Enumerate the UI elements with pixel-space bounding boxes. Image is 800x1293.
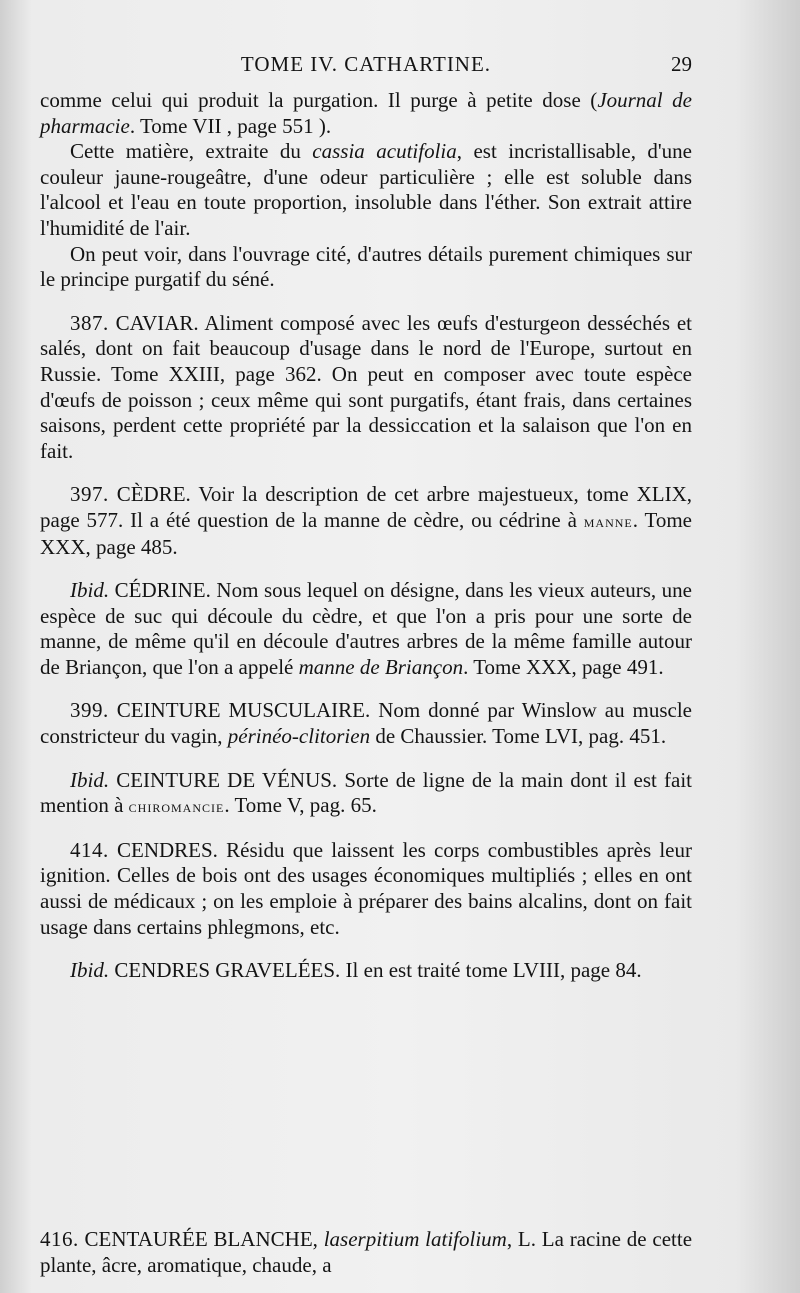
paragraph-purgation — [40, 88, 692, 139]
entry-text: Nom donné par Winslow au muscle constricteur du vagin, — [40, 698, 693, 749]
entry-text: de Chaussier. Tome LVI, pag. 451. — [370, 724, 667, 749]
italic-term: périnéo-clitorien — [227, 724, 371, 749]
entry-cedrine — [40, 578, 692, 680]
entry-text: . Tome XXX, page 485. — [40, 507, 692, 559]
entry-heading: CEINTURE MUSCULAIRE. — [116, 698, 371, 723]
italic-term: manne de Briançon — [298, 654, 464, 679]
entry-text: , L. La racine de cette plante, âcre, aromatique, chaude, a — [40, 1227, 693, 1277]
entry-heading: CENTAURÉE BLANCHE, — [84, 1227, 318, 1251]
entry-heading: CENDRES GRAVELÉES. — [109, 958, 341, 983]
paragraph-text: , est incristallisable, d'une couleur jaune-rougeâtre, d'une odeur particulière ; elle est soluble dans l'alcool et l'eau en toute proportion, insoluble dans l'éther. Son extrait attire l'humidité de l'air. — [40, 139, 692, 240]
page-number: 29 — [671, 52, 692, 76]
entry-text: Résidu que laissent les corps combustibles après leur ignition. Celles de bois ont des usages économiques multipliés ; elles en ont aussi de médicaux ; on les emploie à préparer des bains alcalins, dont on fait usage dans certains phlegmons, etc. — [40, 837, 692, 939]
entry-number: 397. — [70, 482, 109, 507]
entry-ceinture-musculaire — [40, 698, 692, 749]
entry-text: Voir la description de cet arbre majestueux, tome XLIX, page 577. Il a été question de la manne de cèdre, ou cédrine à — [40, 482, 693, 532]
paragraph-text: comme celui qui produit la purgation. Il purge à petite dose ( — [40, 88, 598, 112]
ibid-label: Ibid. — [70, 958, 110, 983]
journal-title: Journal de pharmacie — [40, 88, 693, 138]
running-head — [40, 52, 692, 86]
entry-heading: CÈDRE. — [116, 482, 191, 507]
cross-reference: manne — [583, 511, 633, 531]
entry-text: Nom sous lequel on désigne, dans les vieux auteurs, une espèce de suc qui découle du cèdre, et que l'on a pris pour une sorte de manne, de même qu'il en découle d'autres arbres de la même famille autour de Briançon, que l'on a appelé — [40, 578, 693, 679]
entry-heading: CENDRES. — [116, 837, 218, 862]
paragraph-matiere — [40, 139, 692, 241]
entry-number: 416. — [40, 1227, 79, 1251]
ibid-label: Ibid. — [70, 767, 110, 792]
latin-name: cassia acutifolia — [312, 139, 457, 164]
entry-cendres-gravelees — [40, 958, 692, 984]
entry-heading: CAVIAR. — [115, 310, 199, 335]
entry-text: Aliment composé avec les œufs d'esturgeon desséchés et salés, dont on fait beaucoup d'usage dans le nord de l'Europe, surtout en Russie. Tome XXIII, page 362. On peut en composer avec toute espèce d'œufs de poisson ; ceux même qui sont purgatifs, étant frais, dans certaines saisons, perdent cette propriété par la dessiccation et la salaison que l'on en fait. — [40, 310, 693, 463]
page-content — [40, 52, 692, 984]
entry-text: . Tome V, pag. 65. — [224, 793, 377, 818]
entry-heading: CÉDRINE. — [109, 578, 211, 603]
entry-cedre — [40, 482, 692, 560]
paragraph-ouvrage: On peut voir, dans l'ouvrage cité, d'autres détails purement chimiques sur le principe purgatif du séné. — [40, 241, 692, 292]
entry-caviar — [40, 311, 692, 465]
entry-number: 399. — [70, 698, 109, 723]
entry-text: Sorte de ligne de la main dont il est fait mention à — [40, 767, 692, 818]
entry-cendres — [40, 838, 692, 940]
entry-ceinture-venus — [40, 768, 692, 820]
paragraph-text: . Tome VII , page 551 ). — [129, 113, 332, 138]
entry-centauree — [40, 1227, 692, 1278]
entry-number: 414. — [70, 837, 109, 862]
entry-text: Il en est traité tome LVIII, page 84. — [340, 958, 642, 983]
entry-heading: CEINTURE DE VÉNUS. — [109, 767, 338, 792]
entry-text: . Tome XXX, page 491. — [463, 654, 664, 679]
page-title: TOME IV. CATHARTINE. — [240, 52, 492, 76]
entry-number: 387. — [70, 310, 109, 335]
paragraph-text: Cette matière, extraite du — [70, 139, 313, 164]
latin-name: laserpitium latifolium — [317, 1227, 507, 1251]
cross-reference: chiromancie — [128, 797, 225, 817]
ibid-label: Ibid. — [70, 578, 110, 603]
